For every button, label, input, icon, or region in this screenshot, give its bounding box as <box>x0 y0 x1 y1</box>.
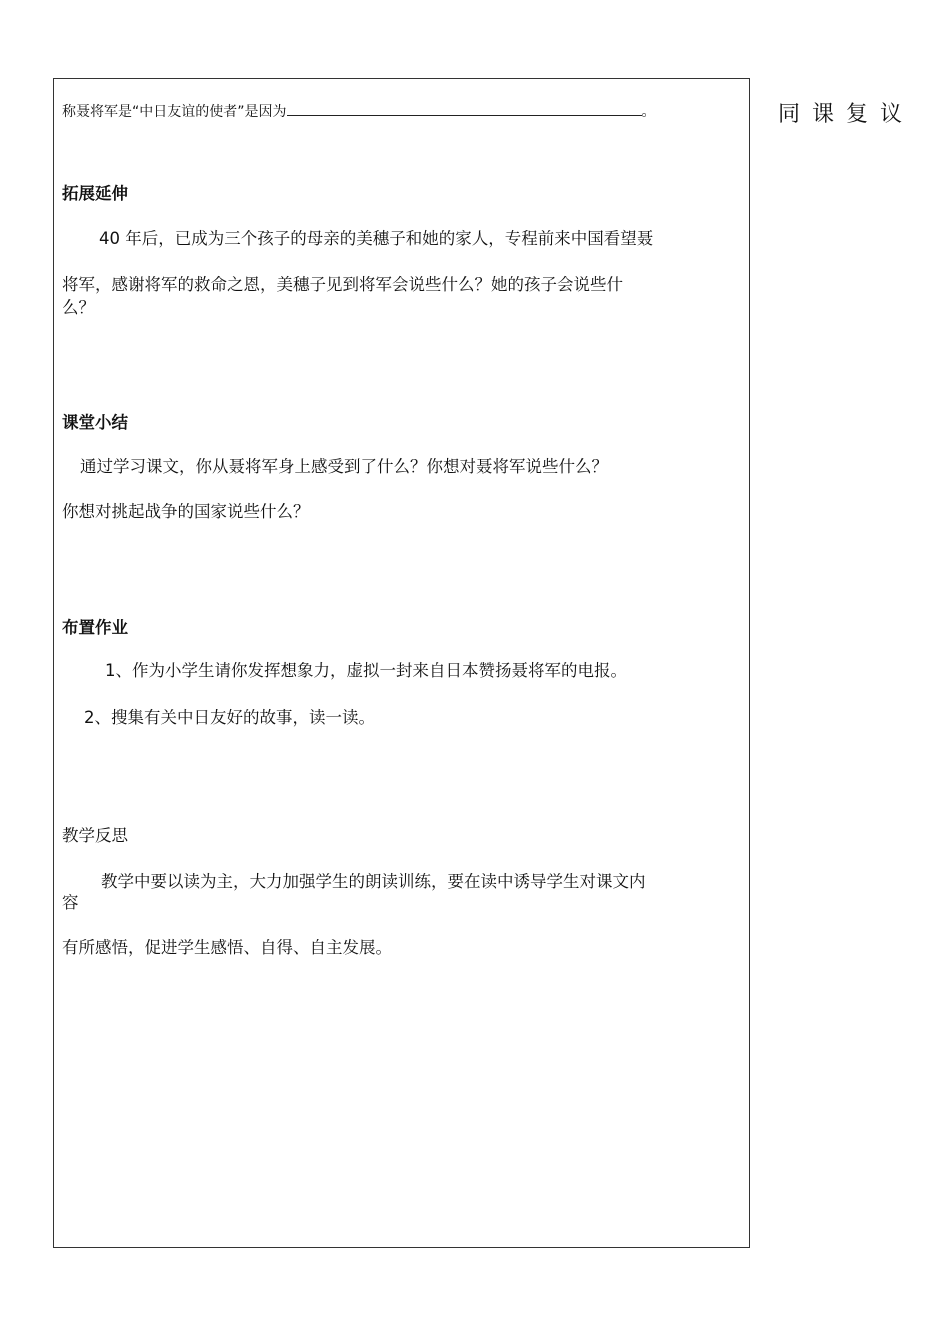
intro-fill-in-line <box>62 100 656 124</box>
homework-item-2: 2、搜集有关中日友好的故事，读一读。 <box>84 708 375 727</box>
side-note-title: 同课复议 <box>778 102 915 127</box>
extension-paragraph-2-line-2: 么？ <box>62 298 95 317</box>
reflection-heading: 教学反思 <box>62 826 128 845</box>
reflection-paragraph-1-line-2: 容 <box>62 893 79 912</box>
extension-heading: 拓展延伸 <box>62 184 128 203</box>
extension-paragraph-2-line-1: 将军，感谢将军的救命之恩，美穗子见到将军会说些什么？她的孩子会说些什 <box>62 275 623 294</box>
answer-blank[interactable] <box>287 101 642 116</box>
reflection-paragraph-2: 有所感悟，促进学生感悟、自得、自主发展。 <box>62 938 392 957</box>
extension-paragraph-1: 40 年后，已成为三个孩子的母亲的美穗子和她的家人，专程前来中国看望聂 <box>99 229 654 248</box>
reflection-paragraph-1-line-1: 教学中要以读为主，大力加强学生的朗读训练，要在读中诱导学生对课文内 <box>101 872 646 891</box>
summary-paragraph-1: 通过学习课文，你从聂将军身上感受到了什么？你想对聂将军说些什么？ <box>80 457 608 476</box>
summary-heading: 课堂小结 <box>62 413 128 432</box>
intro-suffix: 。 <box>641 104 656 120</box>
homework-heading: 布置作业 <box>62 618 128 637</box>
intro-prefix: 称聂将军是“中日友谊的使者”是因为 <box>62 104 287 120</box>
summary-paragraph-2: 你想对挑起战争的国家说些什么？ <box>62 502 310 521</box>
homework-item-1: 1、作为小学生请你发挥想象力，虚拟一封来自日本赞扬聂将军的电报。 <box>105 661 627 680</box>
